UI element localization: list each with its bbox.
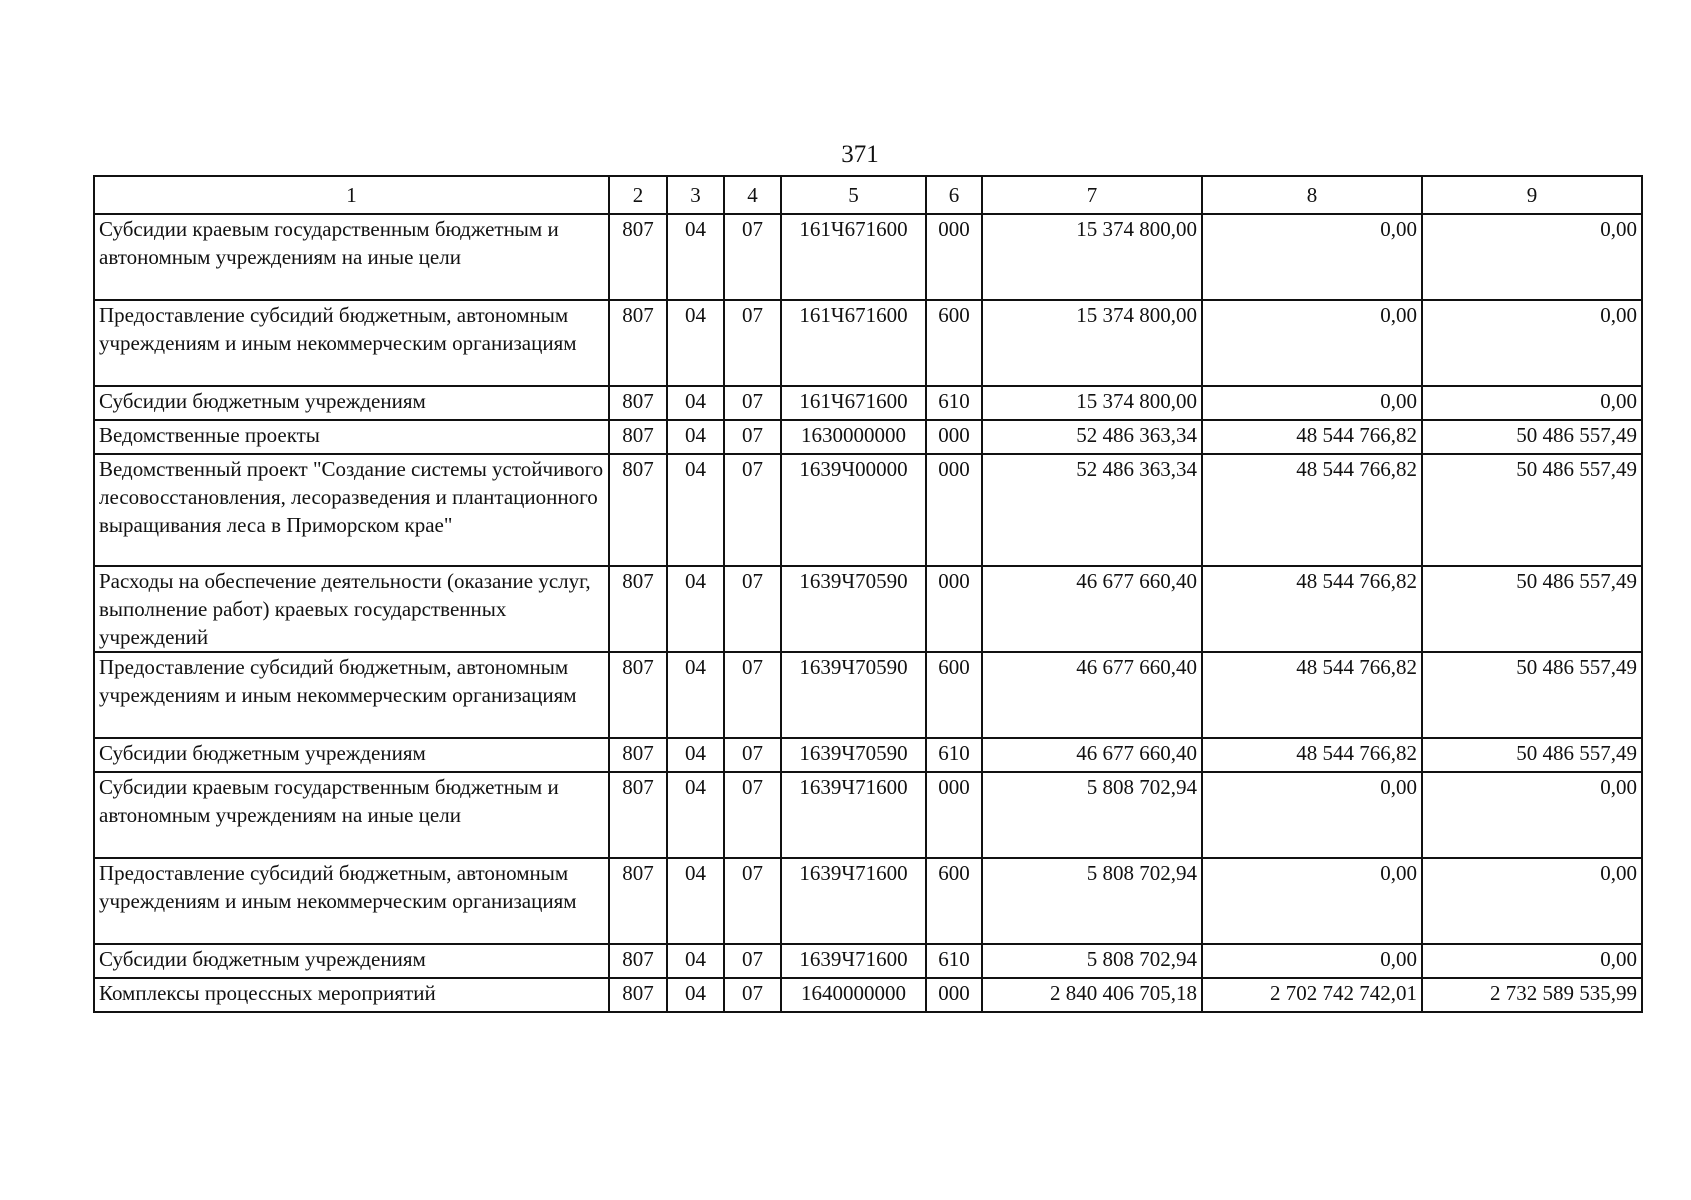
header-cell-3: 3: [667, 176, 724, 214]
row-amount-7-cell: 46 677 660,40: [982, 566, 1202, 652]
row-amount-9-cell: 0,00: [1422, 214, 1642, 300]
table-row: [94, 566, 1642, 652]
row-code-2-cell: 807: [609, 772, 667, 858]
row-code-5-cell: 161Ч671600: [781, 300, 926, 386]
row-code-5-cell: 161Ч671600: [781, 386, 926, 420]
table-row: [94, 772, 1642, 858]
row-amount-9-cell: 0,00: [1422, 300, 1642, 386]
header-cell-9: 9: [1422, 176, 1642, 214]
row-amount-7-cell: 52 486 363,34: [982, 454, 1202, 566]
row-code-5-cell: 1639Ч71600: [781, 772, 926, 858]
row-amount-8-cell: 48 544 766,82: [1202, 566, 1422, 652]
row-code-2-cell: 807: [609, 214, 667, 300]
row-code-5-cell: 1639Ч70590: [781, 652, 926, 738]
row-amount-9-cell: 50 486 557,49: [1422, 738, 1642, 772]
page-number: 371: [841, 141, 879, 168]
row-amount-8-cell: 48 544 766,82: [1202, 454, 1422, 566]
header-cell-2: 2: [609, 176, 667, 214]
header-cell-7: 7: [982, 176, 1202, 214]
row-code-5-cell: 1639Ч70590: [781, 566, 926, 652]
row-name-cell: Предоставление субсидий бюджетным, автономным учреждениям и иным некоммерческим организациям: [94, 300, 609, 386]
row-code-4-cell: 07: [724, 566, 781, 652]
row-amount-7-cell: 15 374 800,00: [982, 386, 1202, 420]
row-code-2-cell: 807: [609, 978, 667, 1012]
row-code-2-cell: 807: [609, 944, 667, 978]
table-row: [94, 652, 1642, 738]
row-amount-7-cell: 2 840 406 705,18: [982, 978, 1202, 1012]
row-amount-8-cell: 48 544 766,82: [1202, 420, 1422, 454]
row-code-2-cell: 807: [609, 738, 667, 772]
header-cell-4: 4: [724, 176, 781, 214]
row-name-cell: Субсидии бюджетным учреждениям: [94, 738, 609, 772]
row-code-3-cell: 04: [667, 214, 724, 300]
row-code-6-cell: 610: [926, 944, 982, 978]
table-row: [94, 214, 1642, 300]
row-code-4-cell: 07: [724, 454, 781, 566]
row-amount-9-cell: 2 732 589 535,99: [1422, 978, 1642, 1012]
row-code-5-cell: 1639Ч71600: [781, 858, 926, 944]
row-code-6-cell: 600: [926, 652, 982, 738]
row-amount-8-cell: 0,00: [1202, 858, 1422, 944]
row-name-cell: Ведомственный проект "Создание системы устойчивого лесовосстановления, лесоразведения и плантационного выращивания леса в Приморском крае": [94, 454, 609, 566]
row-amount-9-cell: 50 486 557,49: [1422, 454, 1642, 566]
row-amount-8-cell: 2 702 742 742,01: [1202, 978, 1422, 1012]
budget-table: [93, 175, 1643, 1013]
row-code-6-cell: 000: [926, 214, 982, 300]
row-name-cell: Расходы на обеспечение деятельности (оказание услуг, выполнение работ) краевых государственных учреждений: [94, 566, 609, 652]
table-row: [94, 300, 1642, 386]
row-code-3-cell: 04: [667, 738, 724, 772]
row-code-3-cell: 04: [667, 454, 724, 566]
row-amount-7-cell: 52 486 363,34: [982, 420, 1202, 454]
row-amount-8-cell: 0,00: [1202, 386, 1422, 420]
row-code-4-cell: 07: [724, 978, 781, 1012]
row-code-6-cell: 000: [926, 772, 982, 858]
row-code-3-cell: 04: [667, 772, 724, 858]
row-amount-9-cell: 50 486 557,49: [1422, 420, 1642, 454]
row-name-cell: Предоставление субсидий бюджетным, автономным учреждениям и иным некоммерческим организациям: [94, 858, 609, 944]
row-code-4-cell: 07: [724, 300, 781, 386]
table-row: [94, 420, 1642, 454]
row-amount-8-cell: 0,00: [1202, 772, 1422, 858]
row-code-2-cell: 807: [609, 300, 667, 386]
row-code-2-cell: 807: [609, 386, 667, 420]
row-amount-7-cell: 5 808 702,94: [982, 944, 1202, 978]
row-name-cell: Предоставление субсидий бюджетным, автономным учреждениям и иным некоммерческим организациям: [94, 652, 609, 738]
row-code-5-cell: 1639Ч71600: [781, 944, 926, 978]
header-cell-1: 1: [94, 176, 609, 214]
row-code-3-cell: 04: [667, 858, 724, 944]
row-code-3-cell: 04: [667, 944, 724, 978]
row-amount-9-cell: 0,00: [1422, 386, 1642, 420]
header-cell-5: 5: [781, 176, 926, 214]
row-amount-7-cell: 5 808 702,94: [982, 772, 1202, 858]
row-amount-9-cell: 0,00: [1422, 772, 1642, 858]
row-name-cell: Субсидии краевым государственным бюджетным и автономным учреждениям на иные цели: [94, 214, 609, 300]
row-code-5-cell: 1630000000: [781, 420, 926, 454]
table-row: [94, 944, 1642, 978]
row-amount-7-cell: 46 677 660,40: [982, 652, 1202, 738]
row-amount-7-cell: 15 374 800,00: [982, 300, 1202, 386]
row-amount-9-cell: 50 486 557,49: [1422, 566, 1642, 652]
row-amount-8-cell: 0,00: [1202, 944, 1422, 978]
row-code-5-cell: 1639Ч70590: [781, 738, 926, 772]
row-code-3-cell: 04: [667, 300, 724, 386]
row-code-4-cell: 07: [724, 420, 781, 454]
row-code-4-cell: 07: [724, 858, 781, 944]
row-amount-9-cell: 0,00: [1422, 944, 1642, 978]
row-code-2-cell: 807: [609, 420, 667, 454]
row-amount-8-cell: 0,00: [1202, 214, 1422, 300]
row-amount-7-cell: 46 677 660,40: [982, 738, 1202, 772]
row-amount-7-cell: 15 374 800,00: [982, 214, 1202, 300]
row-code-6-cell: 610: [926, 386, 982, 420]
table-row: [94, 738, 1642, 772]
row-amount-9-cell: 50 486 557,49: [1422, 652, 1642, 738]
row-code-4-cell: 07: [724, 652, 781, 738]
row-code-5-cell: 161Ч671600: [781, 214, 926, 300]
row-name-cell: Субсидии краевым государственным бюджетным и автономным учреждениям на иные цели: [94, 772, 609, 858]
row-name-cell: Комплексы процессных мероприятий: [94, 978, 609, 1012]
row-code-2-cell: 807: [609, 652, 667, 738]
row-name-cell: Субсидии бюджетным учреждениям: [94, 386, 609, 420]
row-code-3-cell: 04: [667, 978, 724, 1012]
table-body: [94, 214, 1642, 1012]
row-code-3-cell: 04: [667, 386, 724, 420]
row-code-4-cell: 07: [724, 944, 781, 978]
table-row: [94, 454, 1642, 566]
row-code-3-cell: 04: [667, 420, 724, 454]
row-code-4-cell: 07: [724, 386, 781, 420]
row-amount-7-cell: 5 808 702,94: [982, 858, 1202, 944]
row-name-cell: Субсидии бюджетным учреждениям: [94, 944, 609, 978]
header-cell-6: 6: [926, 176, 982, 214]
row-code-6-cell: 000: [926, 454, 982, 566]
row-code-2-cell: 807: [609, 566, 667, 652]
row-code-6-cell: 000: [926, 420, 982, 454]
table-row: [94, 858, 1642, 944]
row-code-6-cell: 610: [926, 738, 982, 772]
row-code-4-cell: 07: [724, 214, 781, 300]
header-cell-8: 8: [1202, 176, 1422, 214]
row-amount-8-cell: 0,00: [1202, 300, 1422, 386]
row-code-3-cell: 04: [667, 566, 724, 652]
header-row: [94, 176, 1642, 214]
row-code-5-cell: 1639Ч00000: [781, 454, 926, 566]
row-code-6-cell: 600: [926, 300, 982, 386]
row-code-5-cell: 1640000000: [781, 978, 926, 1012]
row-code-4-cell: 07: [724, 772, 781, 858]
row-amount-8-cell: 48 544 766,82: [1202, 738, 1422, 772]
table-row: [94, 978, 1642, 1012]
table-row: [94, 386, 1642, 420]
row-amount-8-cell: 48 544 766,82: [1202, 652, 1422, 738]
row-name-cell: Ведомственные проекты: [94, 420, 609, 454]
row-amount-9-cell: 0,00: [1422, 858, 1642, 944]
row-code-4-cell: 07: [724, 738, 781, 772]
row-code-2-cell: 807: [609, 858, 667, 944]
row-code-6-cell: 600: [926, 858, 982, 944]
row-code-6-cell: 000: [926, 566, 982, 652]
row-code-6-cell: 000: [926, 978, 982, 1012]
row-code-2-cell: 807: [609, 454, 667, 566]
row-code-3-cell: 04: [667, 652, 724, 738]
